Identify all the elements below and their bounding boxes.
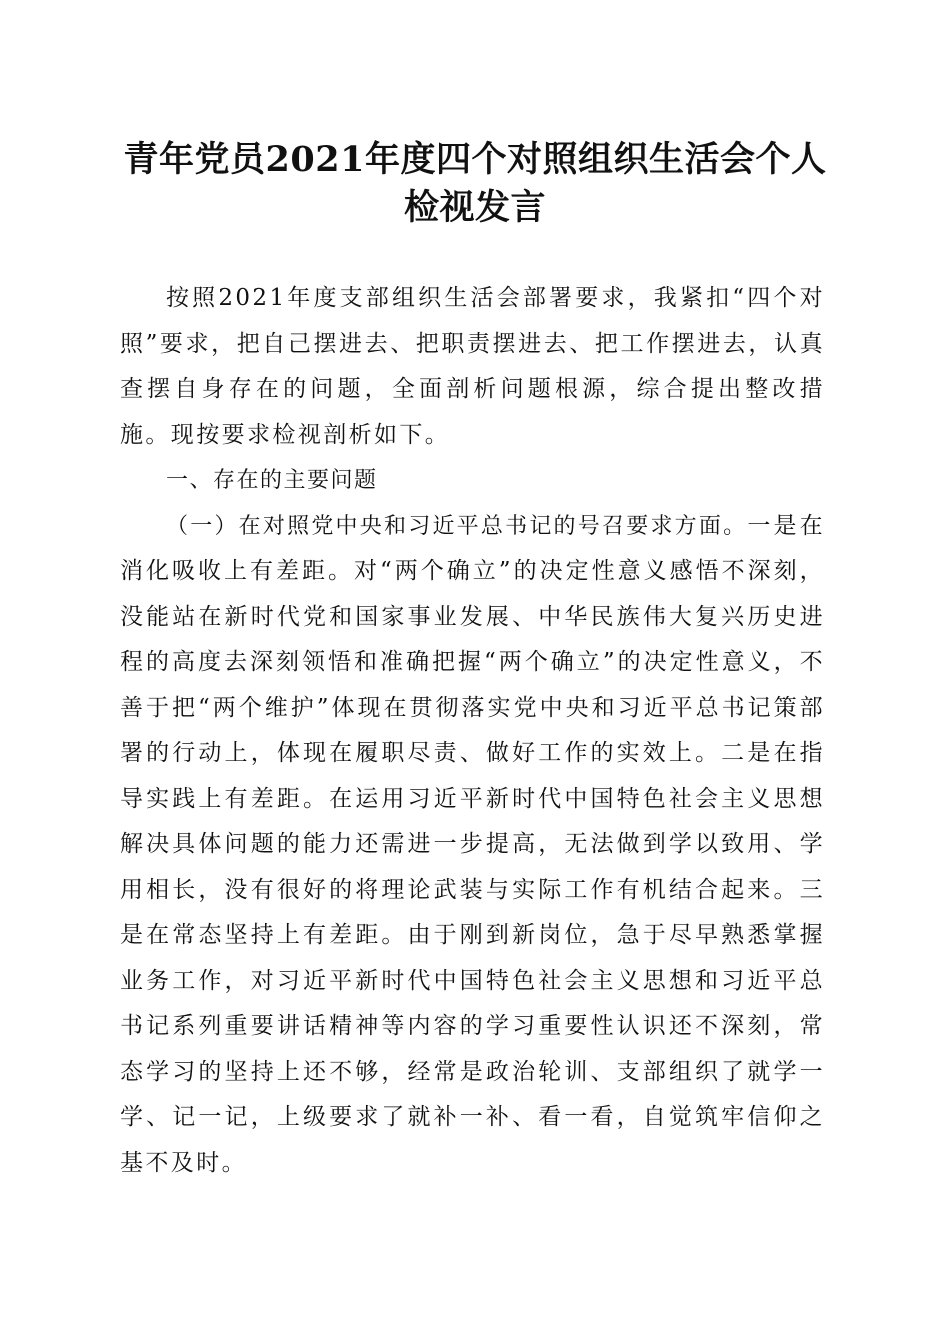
- section-heading: 一、存在的主要问题: [166, 468, 378, 493]
- subsection-heading: （一）在对照党中央和习近平总书记的号召要求方面。: [166, 513, 748, 539]
- intro-paragraph: 按照2021年度支部组织生活会部署要求，我紧扣“四个对照”要求，把自己摆进去、把职责摆进去、把工作摆进去，认真查摆自身存在的问题，全面剖析问题根源，综合提出整改措施。现按要求检视剖析如下。: [120, 285, 825, 448]
- document-body: [120, 276, 825, 1186]
- subsection-paragraph: [120, 504, 825, 1187]
- document-title: 青年党员2021年度四个对照组织生活会个人检视发言: [123, 139, 827, 228]
- subsection-text: 一是在消化吸收上有差距。对“两个确立”的决定性意义感悟不深刻，没能站在新时代党和国家事业发展、中华民族伟大复兴历史进程的高度去深刻领悟和准确把握“两个确立”的决定性意义，不善于把“两个维护”体现在贯彻落实党中央和习近平总书记策部署的行动上，体现在履职尽责、做好工作的实效上。二是在指导实践上有差距。在运用习近平新时代中国特色社会主义思想解决具体问题的能力还需进一步提高，无法做到学以致用、学用相长，没有很好的将理论武装与实际工作有机结合起来。三是在常态坚持上有差距。由于刚到新岗位，急于尽早熟悉掌握业务工作，对习近平新时代中国特色社会主义思想和习近平总书记系列重要讲话精神等内容的学习重要性认识还不深刻，常态学习的坚持上还不够，经常是政治轮训、支部组织了就学一学、记一记，上级要求了就补一补、看一看，自觉筑牢信仰之基不及时。: [120, 512, 825, 1176]
